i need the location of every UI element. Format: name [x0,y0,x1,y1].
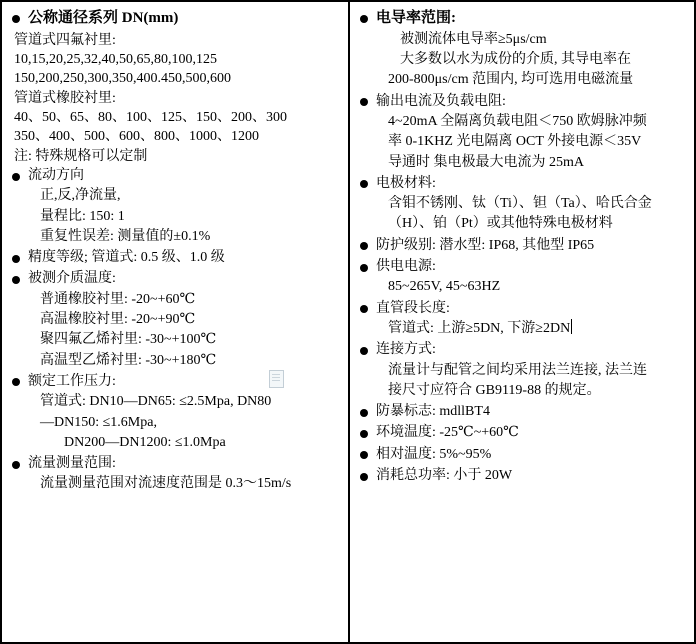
left-line-3: 管道式橡胶衬里: [14,90,116,106]
spec-item-flow-direction [10,166,342,247]
spec-value: 小于 20W [453,467,513,483]
bullet-icon [360,305,368,313]
spec-sub: 高温橡胶衬里: -20~+90℃ [40,312,196,328]
spec-title: 相对温度: [376,446,436,462]
spec-sub: DN200—DN1200: ≤1.0Mpa [64,434,226,450]
spec-item-output-current [358,92,688,173]
left-heading-block [10,8,342,30]
spec-sub: 接尺寸应符合 GB9119-88 的规定。 [388,382,601,398]
spec-sub: 85~265V, 45~63HZ [388,279,501,295]
bullet-icon [360,430,368,438]
spec-sub: 高温型乙烯衬里: -30~+180℃ [40,352,217,368]
spec-sub: 含钼不锈刚、钛（Ti）、钽（Ta）、哈氏合金 [388,196,652,212]
spec-title: 供电电源: [376,259,436,275]
spec-item-electrode-material [358,174,688,235]
spec-sub: 普通橡胶衬里: -20~+60℃ [40,291,196,307]
spec-value: 管道式: 0.5 级、1.0 级 [91,250,225,266]
bullet-icon [360,347,368,355]
spec-item-ambient-temperature [358,423,688,443]
spec-title: 被测介质温度: [28,271,116,287]
spec-value: mdllBT4 [439,404,490,420]
spec-item-explosion-proof-mark [358,402,688,422]
bullet-icon [360,98,368,106]
spec-sub: 聚四氟乙烯衬里: -30~+100℃ [40,332,217,348]
left-column [2,2,350,642]
spec-sub: 流量测量范围对流速度范围是 0.3～15m/s [40,476,292,492]
spec-item-rated-pressure [10,372,342,453]
spec-item-protection-level [358,236,688,256]
bullet-icon [360,180,368,188]
spec-title: 消耗总功率: [376,467,450,483]
bullet-icon [12,255,20,263]
left-heading: 公称通径系列 DN(mm) [28,10,179,26]
spec-sub: （H）、铂（Pt）或其他特殊电极材料 [388,216,613,232]
spec-title: 流动方向 [28,167,84,183]
page-glyph-icon [269,370,284,388]
left-line-4: 40、50、65、80、100、125、150、200、300 [14,110,287,125]
bullet-icon [12,173,20,181]
bullet-icon [12,276,20,284]
spec-item-conductivity-range [358,8,688,91]
bullet-icon [360,264,368,272]
spec-sub: 4~20mA 全隔离负载电阻＜750 欧姆脉冲频 [388,113,647,129]
spec-sub: 率 0-1KHZ 光电隔离 OCT 外接电源＜35V [388,134,642,150]
spec-sub: 被测流体电导率≥5μs/cm [400,31,547,47]
spec-sub: 重复性误差: 测量值的±0.1% [40,228,211,244]
spec-title: 流量测量范围: [28,456,116,472]
spec-item-relative-humidity [358,445,688,465]
spec-title: 额定工作压力: [28,373,116,389]
bullet-icon [360,451,368,459]
spec-item-straight-pipe-length [358,299,688,340]
spec-sub: 大多数以水为成份的介质, 其导电率在 [400,52,631,68]
bullet-icon [360,15,368,23]
spec-item-power-supply [358,257,688,298]
spec-title: 直管段长度: [376,300,450,316]
spec-title: 连接方式: [376,342,436,358]
text-cursor [571,319,572,334]
bullet-icon [360,242,368,250]
spec-sub: 正,反,净流量, [40,188,121,204]
spec-sub: 200-800μs/cm 范围内, 均可选用电磁流量 [388,72,634,88]
spec-item-flow-range [10,454,342,495]
spec-value: 5%~95% [439,446,492,462]
bullet-icon [360,409,368,417]
left-line-5: 350、400、500、600、800、1000、1200 [14,129,259,145]
bullet-icon [360,473,368,481]
spec-title: 防护级别: [376,237,436,253]
spec-item-accuracy-class [10,248,342,268]
spec-title: 输出电流及负载电阻: [376,93,506,109]
bullet-icon [12,461,20,469]
spec-item-total-power-consumption [358,466,688,486]
spec-value: 潜水型: IP68, 其他型 IP65 [439,237,595,253]
spec-sub: 流量计与配管之间均采用法兰连接, 法兰连 [388,362,647,378]
spec-sub: 管道式: DN10—DN65: ≤2.5Mpa, DN80 [40,394,272,410]
spec-sub [376,319,688,339]
spec-value: -25℃~+60℃ [439,425,519,441]
spec-sub: 导通时 集电极最大电流为 25mA [388,154,584,170]
left-line-0: 管道式四氟衬里: [14,32,116,48]
spec-sub: —DN150: ≤1.6Mpa, [40,414,157,430]
left-line-6: 注: 特殊规格可以定制 [14,148,148,164]
spec-item-connection-type [358,340,688,401]
spec-item-medium-temperature [10,269,342,370]
spec-title: 环境温度: [376,425,436,441]
spec-title: 防暴标志: [376,404,436,420]
spec-title: 电导率范围: [376,10,456,26]
bullet-icon [12,378,20,386]
spec-title: 电极材料: [376,175,436,191]
spec-title: 精度等级; [28,250,88,266]
bullet-icon [12,15,20,23]
spec-sub-text: 管道式: 上游≥5DN, 下游≥2DN [388,320,571,336]
spec-sub: 量程比: 150: 1 [40,208,125,224]
right-column [350,2,694,642]
left-line-1: 10,15,20,25,32,40,50,65,80,100,125 [14,52,217,68]
left-line-2: 150,200,250,300,350,400.450,500,600 [14,71,231,87]
